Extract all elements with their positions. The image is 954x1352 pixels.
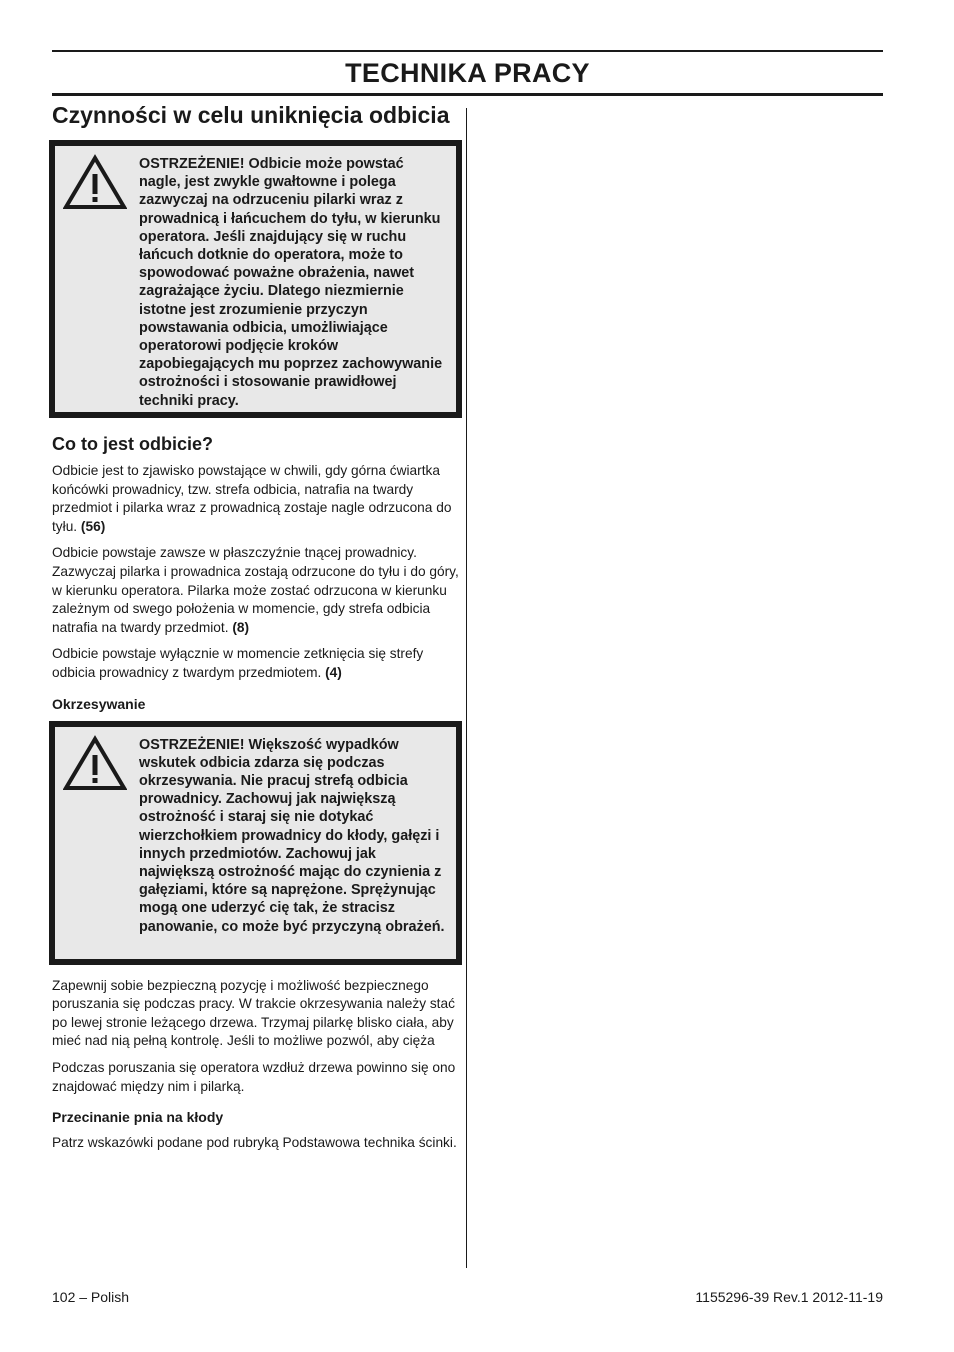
paragraph-text: Odbicie jest to zjawisko powstające w chwili, gdy górna ćwiartka końcówki prowadnicy, tzw. strefa odbicia, natrafia na twardy przedmiot i pilarka wraz z prowadnicą zostaje nagle odrzucona do tyłu.: [52, 463, 452, 534]
warning-text: OSTRZEŻENIE! Większość wypadków wskutek odbicia zdarza się podczas okrzesywania. Nie pracuj strefą odbicia prowadnicy. Zachowuj jak największą ostrożność i staraj się nie dotykać wierzchołkiem prowadnicy do kłody, gałęzi i innych przedmiotów. Zachowuj jak największą ostrożność mając do czynienia z gałęziami, które są naprężone. Sprężynując mogą one uderzyć cię tak, że stracisz panowanie, co może być przyczyną obrażeń.: [139, 736, 445, 935]
left-column: [52, 100, 460, 1161]
subsection-title-what-is-kickback: Co to jest odbicie?: [52, 434, 214, 454]
figure-reference: (8): [232, 619, 250, 635]
warning-triangle-icon: [63, 154, 127, 210]
paragraph: Patrz wskazówki podane pod rubryką Podstawowa technika ścinki.: [52, 1135, 457, 1151]
header-top-rule: [52, 50, 883, 52]
paragraph: [52, 544, 460, 637]
header-bottom-rule: [52, 93, 883, 96]
paragraph-text: Odbicie powstaje wyłącznie w momencie zetknięcia się strefy odbicia prowadnicy z twardym przedmiotem.: [52, 646, 424, 680]
paragraph-text: Odbicie powstaje zawsze w płaszczyźnie tnącej prowadnicy. Zazwyczaj pilarka i prowadnica zostają odrzucone do tyłu i do góry, w kierunku operatora. Pilarka może zostać odrzucona w kierunku zależnym od swego położenia w momencie, gdy strefa odbicia natrafia na twardy przedmiot.: [52, 545, 459, 635]
column-divider: [466, 108, 467, 1268]
warning-triangle-icon: [63, 735, 127, 791]
figure-reference: (4): [325, 664, 342, 680]
chapter-title: TECHNIKA PRACY: [345, 58, 590, 88]
figure-reference: (56): [80, 518, 106, 534]
warning-box-kickback: [49, 140, 462, 418]
warning-box-limbing: [49, 721, 462, 965]
footer-document-id: 1155296-39 Rev.1 2012-11-19: [695, 1289, 883, 1305]
heading-bucking: Przecinanie pnia na kłody: [52, 1109, 224, 1126]
section-title: Czynności w celu uniknięcia odbicia: [52, 102, 450, 128]
footer-page-number: 102 – Polish: [52, 1289, 130, 1305]
heading-limbing: Okrzesywanie: [52, 695, 146, 712]
paragraph: Podczas poruszania się operatora wzdłuż drzewa powinno się ono znajdować między nim i pilarką.: [52, 1059, 456, 1094]
paragraph: [52, 462, 460, 536]
paragraph: [52, 645, 460, 682]
warning-text: OSTRZEŻENIE! Odbicie może powstać nagle, jest zwykle gwałtowne i polega zazwyczaj na odrzuceniu pilarki wraz z prowadnicą i łańcuchem do tyłu, w kierunku operatora. Jeśli znajdujący się w ruchu łańcuch dotknie do operatora, może to spowodować poważne obrażenia, nawet zagrażające życiu. Dlatego niezmiernie istotne jest zrozumienie przyczyn powstawania odbicia, umożliwiające operatorowi podjęcie kroków zapobiegających mu poprzez zachowywanie ostrożności i stosowanie prawidłowej techniki pracy.: [139, 156, 443, 409]
paragraph: Zapewnij sobie bezpieczną pozycję i możliwość bezpiecznego poruszania się podczas pracy. W trakcie okrzesywania należy stać po lewej stronie leżącego drzewa. Trzymaj pilarkę blisko ciała, aby mieć nad nią pełną kontrolę. Jeśli to możliwe pozwól, aby ciężа: [52, 977, 455, 1049]
